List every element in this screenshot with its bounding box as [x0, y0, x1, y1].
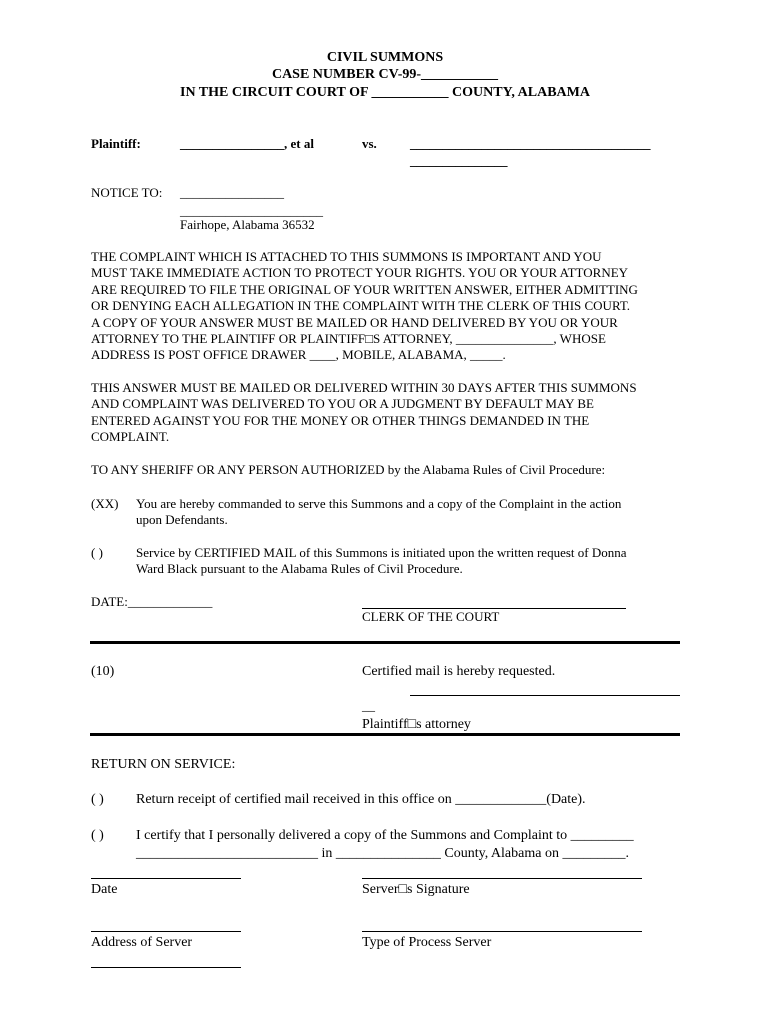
paragraph-line: MUST TAKE IMMEDIATE ACTION TO PROTECT YOUR RIGHTS. YOU OR YOUR ATTORNEY	[91, 265, 629, 281]
plaintiff-label: Plaintiff:	[91, 136, 141, 151]
plaintiff-blank: ________________, et al	[180, 136, 314, 151]
case-number: CASE NUMBER CV-99-___________	[271, 67, 499, 82]
attorney-dash: __	[362, 698, 375, 713]
defendant-blank-1: _____________________________________	[410, 136, 651, 151]
court-line: IN THE CIRCUIT COURT OF ___________ COUNTY, ALABAMA	[180, 85, 590, 100]
defendant-blank-2: _______________	[410, 153, 508, 168]
certified-request: Certified mail is hereby requested.	[362, 664, 556, 679]
option-1-line-2: upon Defendants.	[136, 512, 228, 527]
paragraph-line: THE COMPLAINT WHICH IS ATTACHED TO THIS SUMMONS IS IMPORTANT AND YOU	[91, 249, 602, 264]
paragraph-line: ADDRESS IS POST OFFICE DRAWER ____, MOBILE, ALABAMA, _____.	[91, 347, 506, 363]
notice-blank-2: ______________________	[180, 203, 323, 218]
sheriff-line: TO ANY SHERIFF OR ANY PERSON AUTHORIZED by the Alabama Rules of Civil Procedure:	[91, 462, 606, 477]
notice-label: NOTICE TO:	[91, 185, 163, 200]
process-type-line	[362, 931, 642, 932]
complaint-paragraph	[91, 249, 683, 364]
paragraph-line: OR DENYING EACH ALLEGATION IN THE COMPLAINT WITH THE CLERK OF THIS COURT.	[91, 298, 631, 314]
attorney-signature-line	[410, 695, 680, 696]
address-extra-line	[91, 967, 241, 968]
paragraph-line: COMPLAINT.	[91, 429, 170, 445]
notice-blank-1: ________________	[180, 185, 284, 200]
document-title: CIVIL SUMMONS	[326, 50, 444, 65]
section-divider-top	[90, 641, 680, 644]
address-label: Address of Server	[91, 935, 193, 950]
return-option-1-mark: ( )	[91, 792, 104, 807]
return-option-2-mark: ( )	[91, 828, 104, 843]
server-signature-label: Server□s Signature	[362, 882, 470, 897]
address-signature-line	[91, 931, 241, 932]
process-type-label: Type of Process Server	[362, 935, 492, 950]
date-label: Date	[91, 882, 118, 897]
answer-deadline-paragraph	[91, 380, 683, 446]
option-1-mark: (XX)	[91, 496, 119, 511]
attorney-label: Plaintiff□s attorney	[362, 717, 471, 732]
option-1-line-1: You are hereby commanded to serve this Summons and a copy of the Complaint in the action	[136, 496, 622, 511]
return-option-1-text: Return receipt of certified mail received in this office on _____________(Date).	[136, 792, 586, 807]
server-signature-line	[362, 878, 642, 879]
paragraph-line: THIS ANSWER MUST BE MAILED OR DELIVERED WITHIN 30 DAYS AFTER THIS SUMMONS	[91, 380, 637, 395]
paragraph-line: AND COMPLAINT WAS DELIVERED TO YOU OR A JUDGMENT BY DEFAULT MAY BE	[91, 396, 594, 412]
section-divider-bottom	[90, 733, 680, 736]
return-heading: RETURN ON SERVICE:	[91, 757, 236, 772]
paragraph-line: ATTORNEY TO THE PLAINTIFF OR PLAINTIFF□S ATTORNEY, _______________, WHOSE	[91, 331, 606, 347]
paragraph-line: ARE REQUIRED TO FILE THE ORIGINAL OF YOUR WRITTEN ANSWER, EITHER ADMITTING	[91, 281, 638, 297]
option-2-line-1: Service by CERTIFIED MAIL of this Summons is initiated upon the written request of Donna	[136, 545, 627, 560]
versus-label: vs.	[362, 136, 377, 151]
certified-number: (10)	[91, 664, 115, 679]
notice-city: Fairhope, Alabama 36532	[180, 217, 315, 232]
clerk-label: CLERK OF THE COURT	[362, 609, 500, 624]
option-2-mark: ( )	[91, 545, 103, 560]
paragraph-line: A COPY OF YOUR ANSWER MUST BE MAILED OR HAND DELIVERED BY YOU OR YOUR	[91, 314, 618, 330]
paragraph-line: ENTERED AGAINST YOU FOR THE MONEY OR OTHER THINGS DEMANDED IN THE	[91, 412, 590, 428]
date-signature-line	[91, 878, 241, 879]
option-2-line-2: Ward Black pursuant to the Alabama Rules of Civil Procedure.	[136, 561, 463, 576]
return-option-2-line-1: I certify that I personally delivered a copy of the Summons and Complaint to _________	[136, 828, 634, 843]
return-option-2-line-2: __________________________ in _______________ County, Alabama on _________.	[136, 846, 629, 861]
date-line: DATE:_____________	[91, 594, 213, 609]
